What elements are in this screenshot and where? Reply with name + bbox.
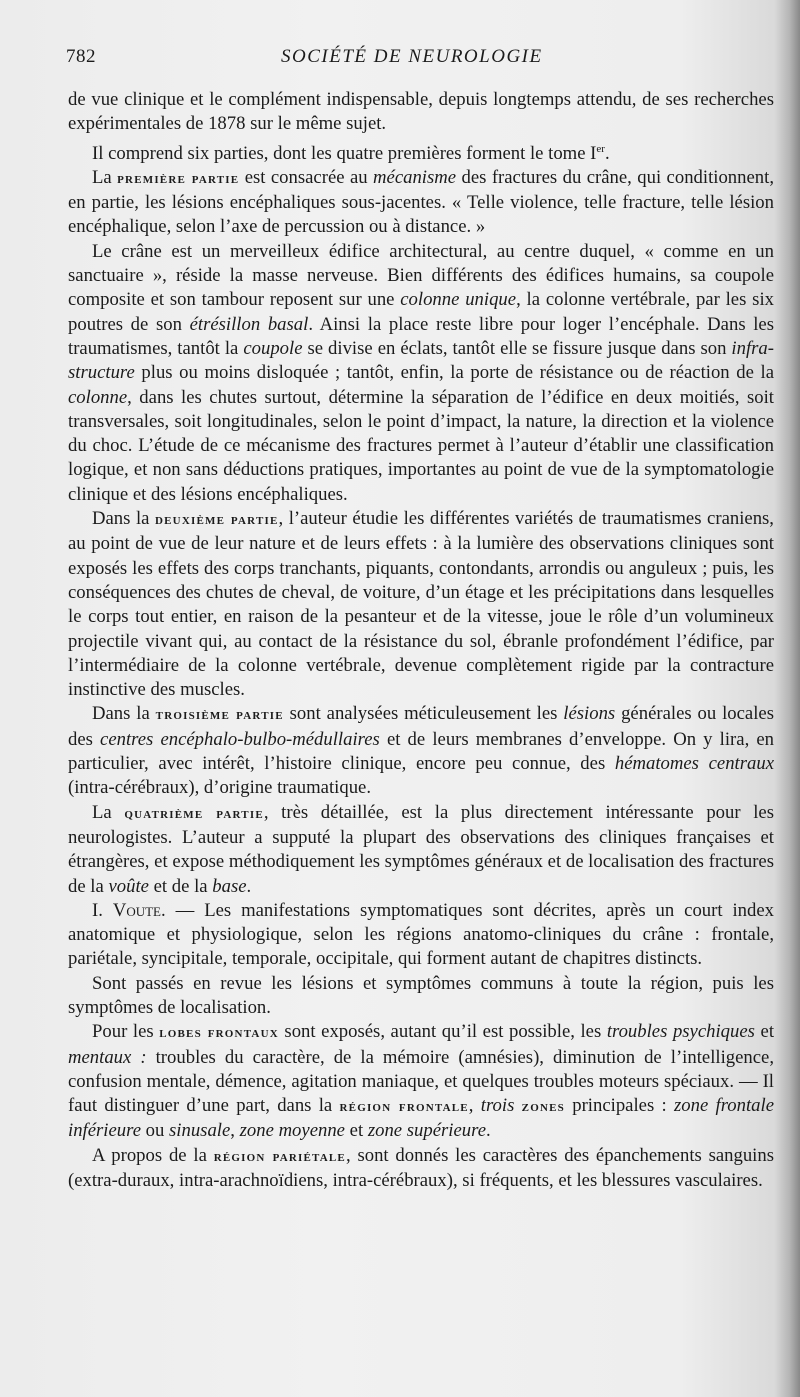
page-number: 782 [66,46,96,67]
paragraph-frontal-lobes: Pour les lobes frontaux sont exposés, autant qu’il est possible, les troubles psychiques et mentaux : troubles du caractère, de la mémoire (amnésies), diminution de l’intelligence, confusion mentale, démence, agitation maniaque, et quelques troubles moteurs spéciaux. — Il faut distinguer d’une part, dans la région frontale, trois zones principales : zone frontale inférieure ou sinusale, zone moyenne et zone supérieure. [68,1021,775,1142]
paragraph-first-part: La première partie est consacrée au mécanisme des fractures du crâne, qui conditionnent, en partie, les lésions encéphaliques sous-jacentes. « Telle violence, telle fracture, telle lésion encéphalique, selon l’axe de percussion ou à distance. » [68,166,774,238]
paragraph-voute: I. Voute. — Les manifestations symptomatiques sont décrites, après un court index anatomique et physiologique, selon les régions anatomo-cliniques du crâne : frontale, pariétale, syncipitale, temporale, occipitale, qui forment autant de chapitres distincts. [68,899,774,970]
page-header [66,46,756,74]
paragraph-third-part: Dans la troisième partie sont analysées méticuleusement les lésions générales ou locales des centres encéphalo-bulbo-médullaires et de leurs membranes d’enveloppe. On y lira, en particulier, avec intérêt, l’histoire clinique, encore peu connue, des hématomes centraux (intra-cérébraux), d’origine traumatique. [68,703,775,799]
page-edge-shadow [774,0,800,1397]
paragraph-fourth-part: La quatrième partie, très détaillée, est la plus directement intéressante pour les neurologistes. L’auteur a supputé la plupart des observations des cliniques françaises et étrangères, et expose méthodiquement les symptômes généraux et de localisation des fractures de la voûte et de la base. [68,801,774,897]
paragraph-skull-architecture: Le crâne est un merveilleux édifice architectural, au centre duquel, « comme en un sanctuaire », réside la masse nerveuse. Bien différents des édifices humains, sa coupole composite et son tambour reposent sur une colonne unique, la colonne vertébrale, par les six poutres de son étrésillon basal. Ainsi la place reste libre pour loger l’encéphale. Dans les traumatismes, tantôt la coupole se divise en éclats, tantôt elle se fissure jusque dans son infra-structure plus ou moins disloquée ; tantôt, enfin, la porte de résistance ou de réaction de la colonne, dans les chutes surtout, détermine la séparation de l’édifice en deux moitiés, soit transversales, soit longitudinales, selon le point d’impact, la nature, la direction et la violence du choc. L’étude de ce mécanisme des fractures permet à l’auteur d’établir une classification logique, et non sans déductions pratiques, importantes au point de vue de la symptomatologie clinique et des lésions encéphaliques. [68,240,774,505]
paragraph-parietal-region: A propos de la région pariétale, sont donnés les caractères des épanchements sanguins (extra-duraux, intra-arachnoïdiens, intra-cérébraux), si fréquents, et les blessures vasculaires. [68,1144,774,1192]
paragraph-second-part: Dans la deuxième partie, l’auteur étudie les différentes variétés de traumatismes craniens, au point de vue de leur nature et de leurs effets : à la lumière des observations cliniques sont exposés les effets des corps tranchants, piquants, contondants, arrondis ou anguleux ; puis, les conséquences des chutes de cheval, de voiture, d’un étage et les précipitations dans lesquelles le corps tout entier, en raison de la pesanteur et de la vitesse, joue le rôle d’un volumineux projectile vivant qui, au contact de la résistance du sol, ébranle profondément l’édifice, par l’intermédiaire de la colonne vertébrale, devenue complètement rigide par la contracture instinctive des muscles. [68,508,774,701]
paragraph-continuation: de vue clinique et le complément indispensable, depuis longtemps attendu, de ses recherches expérimentales de 1878 sur le même sujet. [68,89,774,135]
running-title: SOCIÉTÉ DE NEUROLOGIE [281,46,543,67]
paragraph-common-lesions: Sont passés en revue les lésions et symptômes communs à toute la région, puis les symptômes de localisation. [68,972,774,1018]
body-text [68,88,774,1193]
paragraph-parts-overview: Il comprend six parties, dont les quatre premières forment le tome Ier. [92,142,610,164]
